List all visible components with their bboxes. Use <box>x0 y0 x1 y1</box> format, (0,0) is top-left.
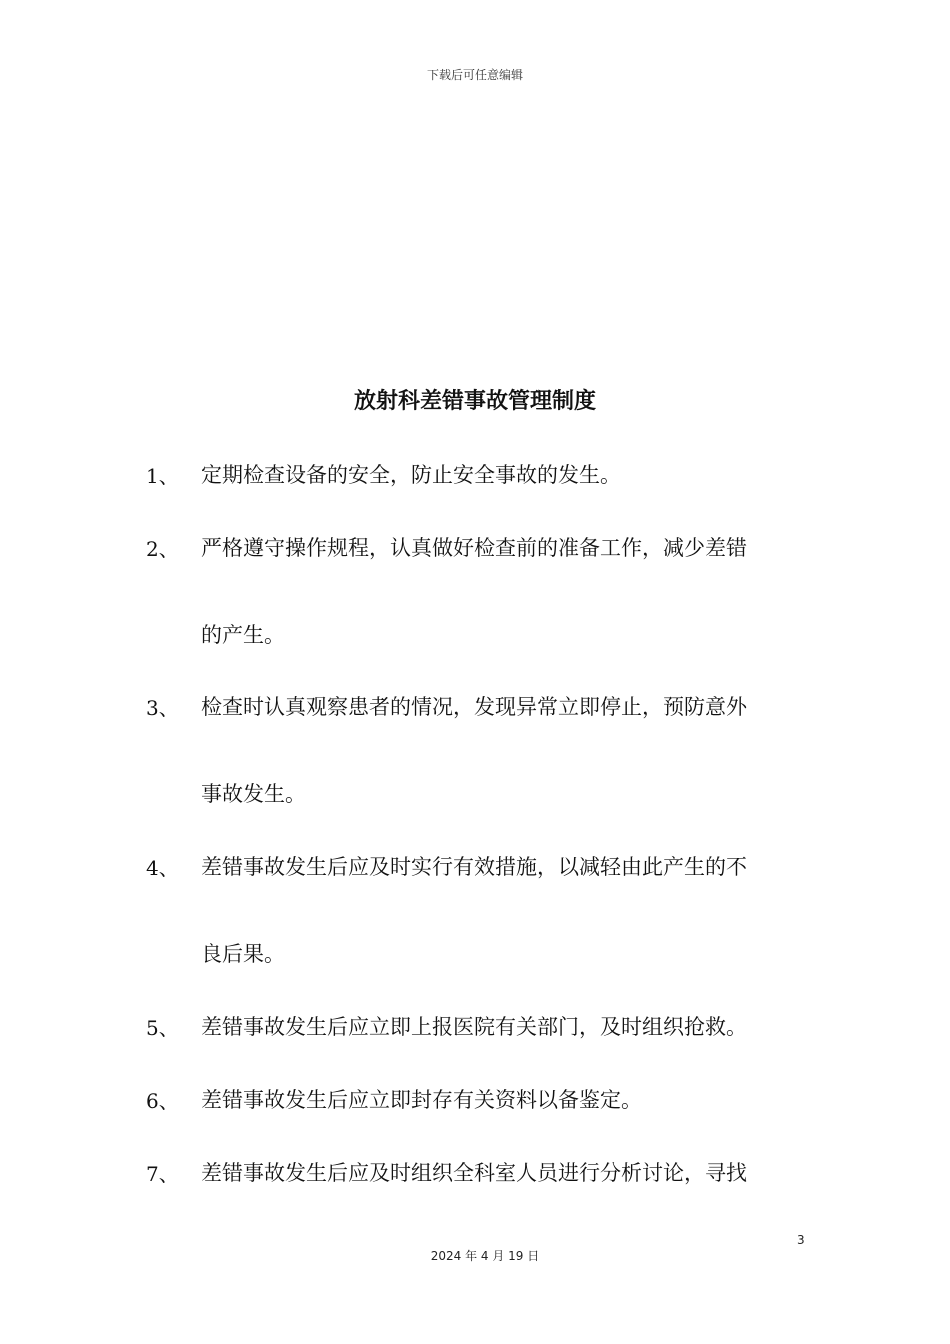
list-item-text: 差错事故发生后应及时组织全科室人员进行分析讨论，寻找 <box>201 1161 747 1185</box>
list-item-text: 差错事故发生后应立即上报医院有关部门，及时组织抢救。 <box>201 1015 747 1039</box>
list-item-number: 7、 <box>146 1162 179 1186</box>
list-item-text-continued: 事故发生。 <box>201 782 306 806</box>
list-item-number: 4、 <box>146 856 179 880</box>
list-item-number: 1、 <box>146 464 179 488</box>
page-number: 3 <box>797 1233 805 1247</box>
list-item-number: 5、 <box>146 1016 179 1040</box>
list-item-text: 差错事故发生后应及时实行有效措施，以减轻由此产生的不 <box>201 855 747 879</box>
document-title: 放射科差错事故管理制度 <box>353 389 596 414</box>
list-item-text-continued: 的产生。 <box>201 623 285 647</box>
list-item-number: 2、 <box>146 537 179 561</box>
footer-date: 2024 年 4 月 19 日 <box>430 1249 540 1263</box>
list-item-text: 严格遵守操作规程，认真做好检查前的准备工作，减少差错 <box>201 536 747 560</box>
list-item-number: 6、 <box>146 1089 179 1113</box>
list-item-number: 3、 <box>146 696 179 720</box>
header-note: 下载后可任意编辑 <box>426 68 523 82</box>
list-item-text: 检查时认真观察患者的情况，发现异常立即停止，预防意外 <box>201 695 747 719</box>
list-item-text: 定期检查设备的安全，防止安全事故的发生。 <box>201 463 621 487</box>
list-item-text: 差错事故发生后应立即封存有关资料以备鉴定。 <box>201 1088 642 1112</box>
list-item-text-continued: 良后果。 <box>201 942 285 966</box>
